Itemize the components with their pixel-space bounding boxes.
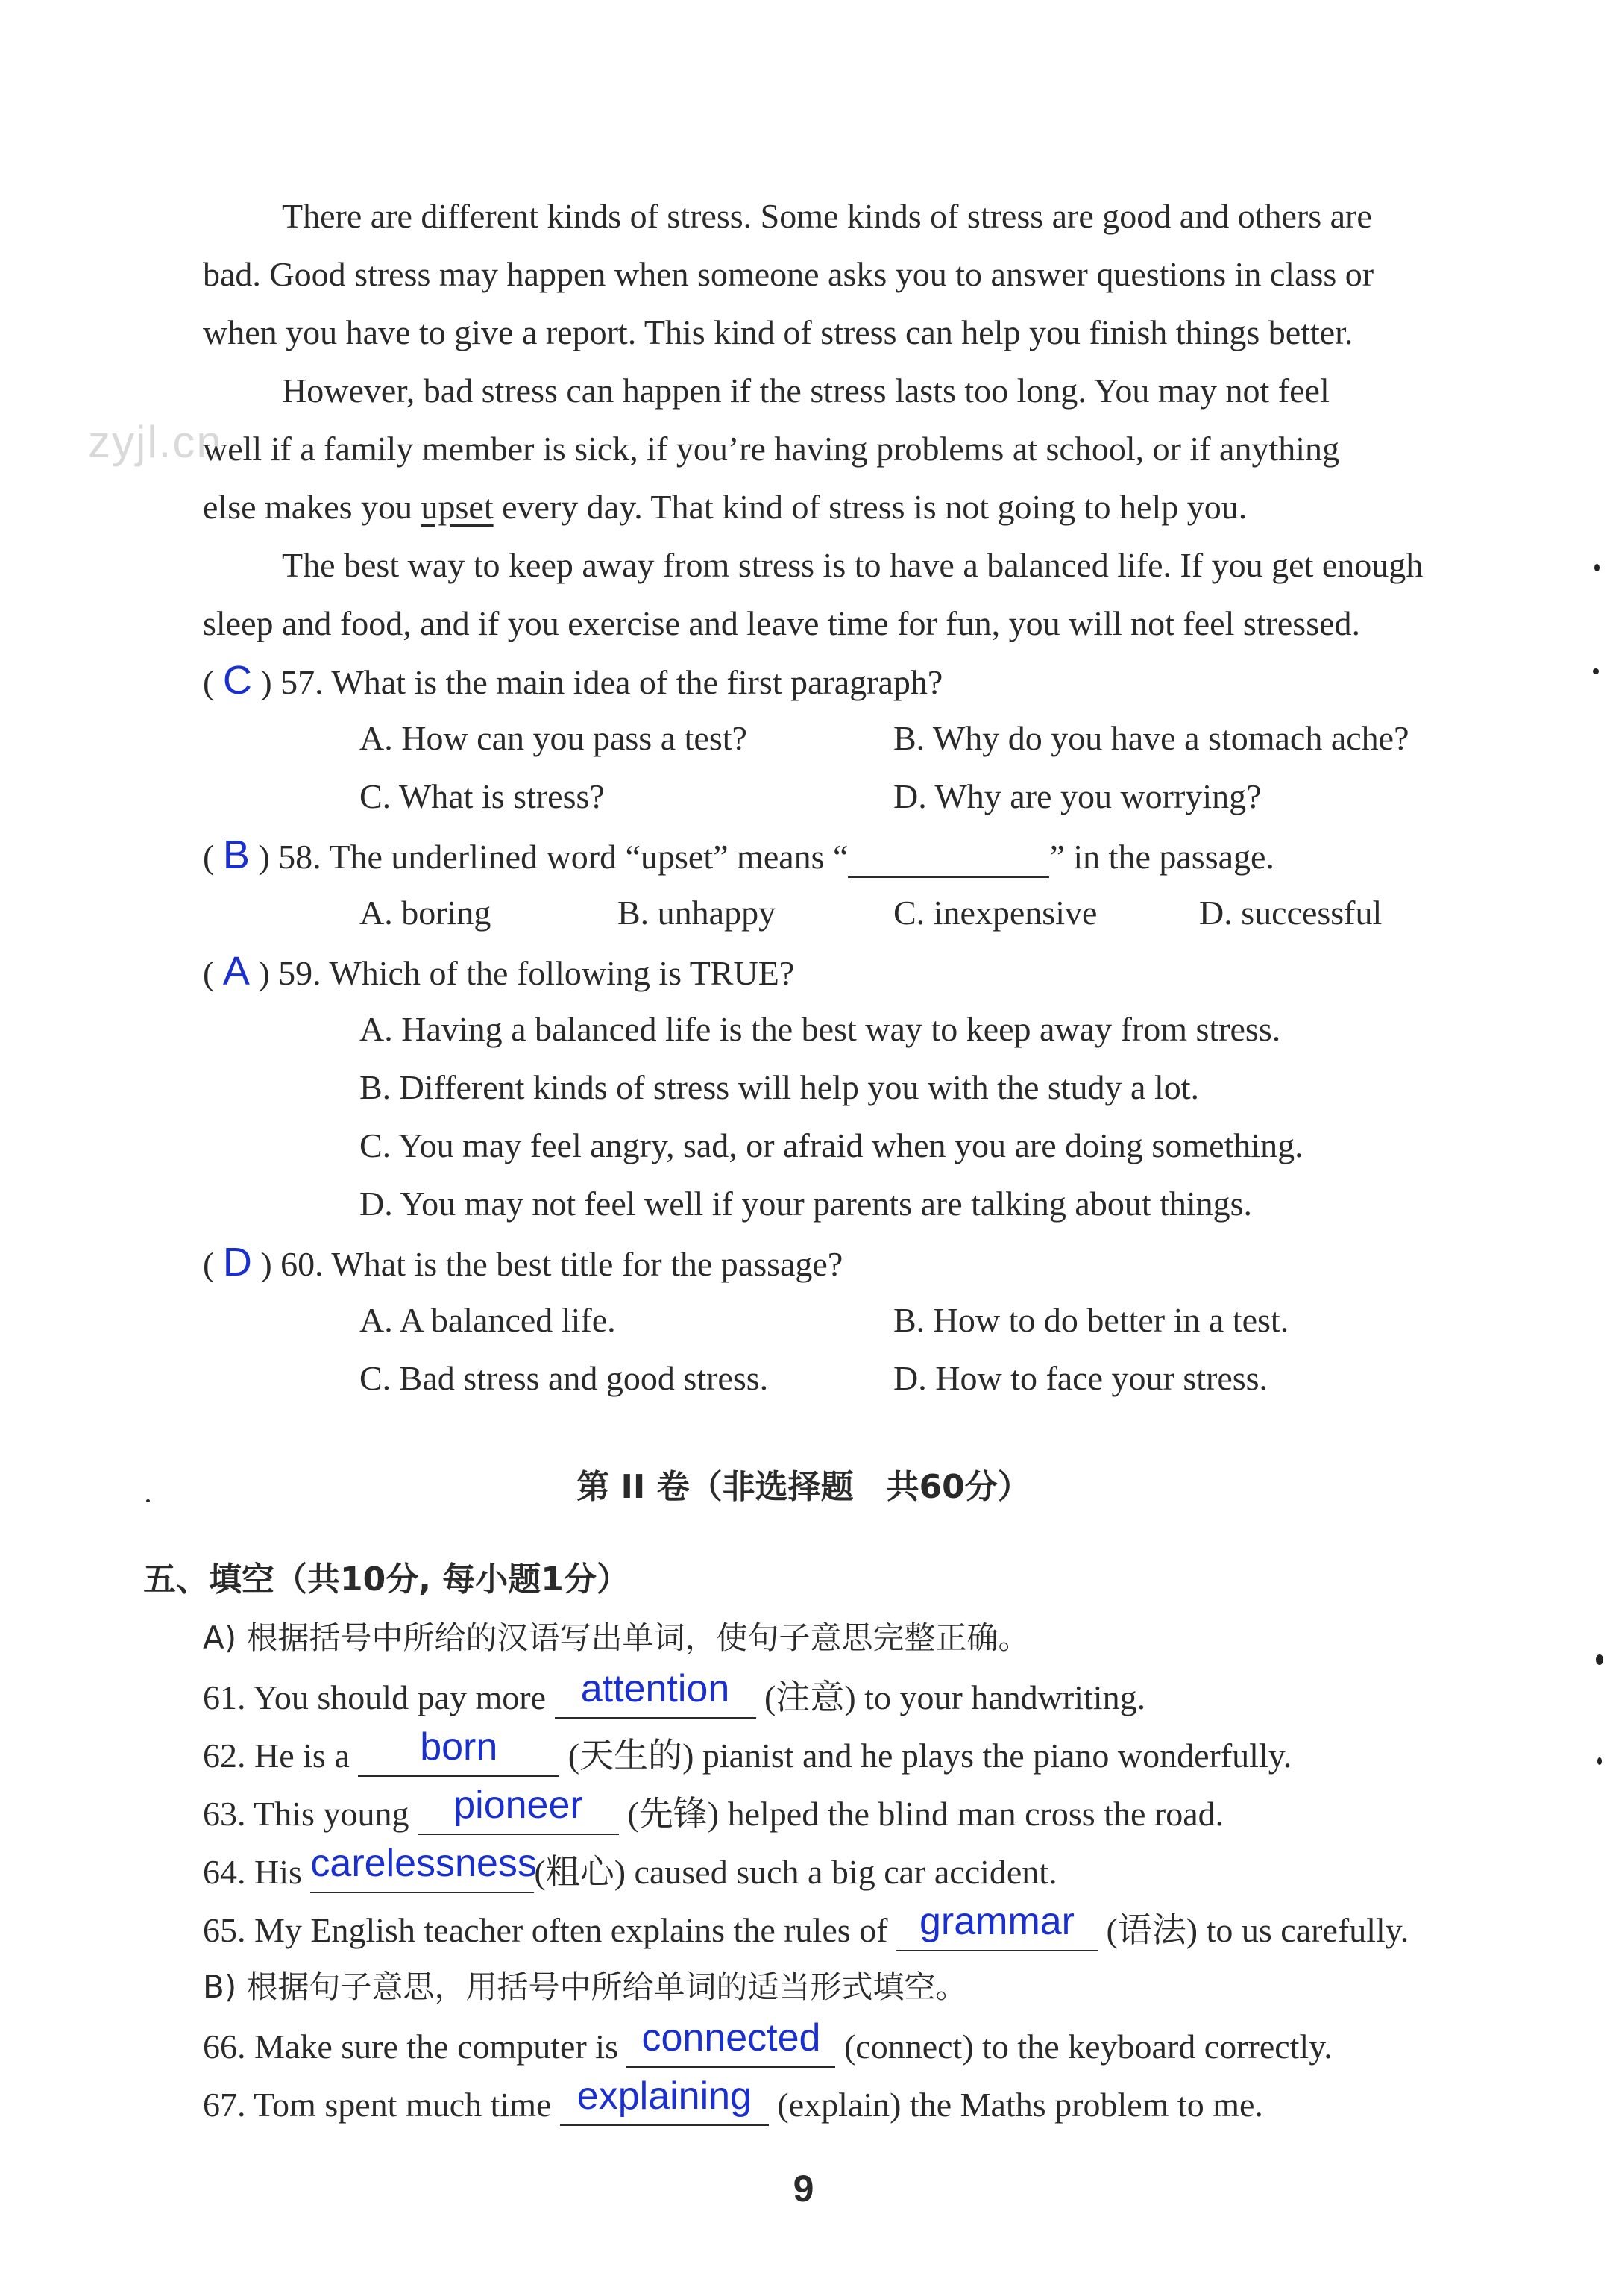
answer-bracket-open: ( <box>203 838 223 876</box>
answer-bracket-open: ( <box>203 663 223 701</box>
passage-line: well if a family member is sick, if you’re having problems at school, or if anything <box>203 430 1340 468</box>
answer-fill: grammar <box>919 1900 1075 1943</box>
question-stem: ) 58. The underlined word “upset” means “ <box>258 838 849 876</box>
option: B. unhappy <box>617 894 776 932</box>
passage-line: bad. Good stress may happen when someone asks you to answer questions in class or <box>203 255 1374 293</box>
fill-item-66 <box>203 2016 1333 2068</box>
answer-fill: pioneer <box>453 1784 583 1827</box>
fill-item-64 <box>203 1842 1057 1893</box>
item-text: 63. This young <box>203 1795 418 1833</box>
question-58 <box>203 834 1274 878</box>
fill-item-61 <box>203 1667 1146 1719</box>
answer-mark: B <box>222 832 250 877</box>
item-text: (天生的) pianist and he plays the piano wonderfully. <box>559 1737 1292 1775</box>
answer-blank <box>848 835 1049 878</box>
item-text: 67. Tom spent much time <box>203 2086 560 2124</box>
option: B. Different kinds of stress will help you with the study a lot. <box>359 1068 1200 1106</box>
option: C. Bad stress and good stress. <box>359 1359 769 1397</box>
item-text: (explain) the Maths problem to me. <box>768 2086 1263 2124</box>
answer-mark: C <box>222 658 252 703</box>
underlined-word: upset <box>421 488 494 526</box>
question-57 <box>203 659 943 703</box>
option: C. You may feel angry, sad, or afraid when you are doing something. <box>359 1126 1303 1164</box>
answer-blank <box>560 2074 769 2126</box>
item-text: 66. Make sure the computer is <box>203 2027 627 2066</box>
passage-line <box>203 486 1247 528</box>
page-number: 9 <box>793 2168 814 2209</box>
answer-bracket-open: ( <box>203 1245 223 1283</box>
answer-fill: explaining <box>576 2074 752 2118</box>
answer-fill: born <box>420 1725 498 1769</box>
passage-text: every day. That kind of stress is not going to help you. <box>502 488 1248 526</box>
option: A. boring <box>359 894 491 932</box>
passage-line: There are different kinds of stress. Some kinds of stress are good and others are <box>282 197 1372 235</box>
scan-speck <box>1597 1757 1602 1765</box>
passage-line: sleep and food, and if you exercise and leave time for fun, you will not feel stressed. <box>203 604 1361 642</box>
item-text: 61. You should pay more <box>203 1678 555 1716</box>
scan-speck <box>1596 1654 1603 1665</box>
answer-blank <box>896 1900 1098 1951</box>
answer-blank <box>418 1784 619 1835</box>
option: A. A balanced life. <box>359 1301 616 1339</box>
question-60 <box>203 1241 843 1285</box>
passage-line: The best way to keep away from stress is to have a balanced life. If you get enough <box>282 546 1424 584</box>
option: A. Having a balanced life is the best way to keep away from stress. <box>359 1010 1281 1048</box>
answer-fill: carelessness <box>310 1842 537 1885</box>
option: D. Why are you worrying? <box>893 777 1262 815</box>
question-59 <box>203 950 794 994</box>
question-stem: ” in the passage. <box>1049 838 1274 876</box>
item-text: (粗心) caused such a big car accident. <box>534 1853 1057 1891</box>
scan-speck <box>146 1499 150 1502</box>
passage-line: However, bad stress can happen if the stress lasts too long. You may not feel <box>282 371 1330 410</box>
answer-mark: D <box>222 1240 252 1285</box>
option: D. How to face your stress. <box>893 1359 1268 1397</box>
item-text: (先锋) helped the blind man cross the road. <box>618 1795 1224 1833</box>
scan-speck <box>1593 668 1599 674</box>
item-text: (注意) to your handwriting. <box>755 1678 1146 1716</box>
passage-line: when you have to give a report. This kind of stress can help you finish things better. <box>203 313 1353 351</box>
fill-item-67 <box>203 2074 1263 2126</box>
option: A. How can you pass a test? <box>359 719 747 757</box>
answer-blank <box>555 1667 756 1719</box>
option: C. inexpensive <box>893 894 1098 932</box>
fill-item-65 <box>203 1900 1409 1951</box>
item-text: 64. His <box>203 1853 311 1891</box>
answer-fill: connected <box>641 2016 821 2060</box>
question-stem: ) 60. What is the best title for the passage? <box>260 1245 843 1283</box>
instruction-b: B) 根据句子意思，用括号中所给单词的适当形式填空。 <box>203 1969 967 2005</box>
question-stem: ) 59. Which of the following is TRUE? <box>258 954 795 992</box>
answer-fill: attention <box>580 1667 730 1710</box>
item-text: (语法) to us carefully. <box>1097 1911 1409 1949</box>
fill-item-62 <box>203 1725 1292 1777</box>
option: D. You may not feel well if your parents are talking about things. <box>359 1185 1253 1223</box>
answer-blank <box>626 2016 835 2068</box>
option: B. How to do better in a test. <box>893 1301 1289 1339</box>
watermark: zyjl.cn <box>88 417 223 467</box>
passage-text: else makes you <box>203 488 413 526</box>
answer-mark: A <box>222 949 250 994</box>
answer-bracket-open: ( <box>203 954 223 992</box>
item-text: (connect) to the keyboard correctly. <box>835 2027 1333 2066</box>
answer-blank <box>358 1725 559 1777</box>
instruction-a: A) 根据括号中所给的汉语写出单词，使句子意思完整正确。 <box>203 1619 1030 1656</box>
item-text: 65. My English teacher often explains the rules of <box>203 1911 896 1949</box>
question-stem: ) 57. What is the main idea of the first paragraph? <box>260 663 943 701</box>
option: D. successful <box>1199 894 1383 932</box>
section-title: 第 II 卷（非选择题 共60分） <box>576 1468 1031 1506</box>
part-title: 五、填空（共10分, 每小题1分） <box>143 1561 629 1599</box>
scan-speck <box>1594 564 1600 571</box>
answer-blank <box>310 1842 537 1893</box>
option: B. Why do you have a stomach ache? <box>893 719 1409 757</box>
fill-item-63 <box>203 1784 1224 1835</box>
option: C. What is stress? <box>359 777 605 815</box>
item-text: 62. He is a <box>203 1737 359 1775</box>
